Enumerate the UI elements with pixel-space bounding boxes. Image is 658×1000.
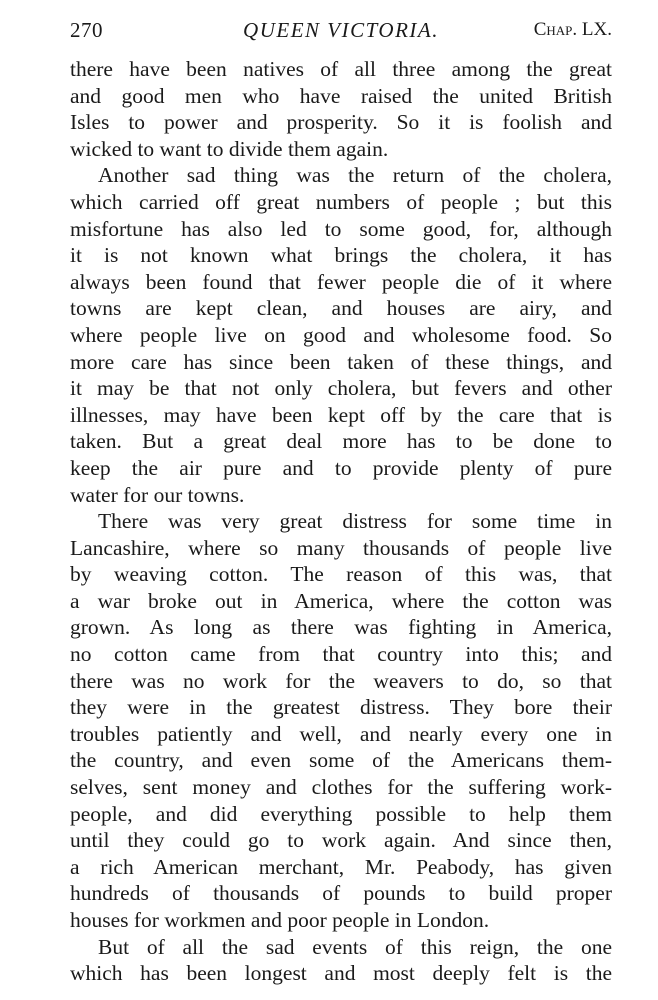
body-text <box>70 56 612 987</box>
text-line: there was no work for the weavers to do, so that <box>70 668 612 693</box>
chapter-label: Chap. LX. <box>533 19 612 40</box>
text-line: and good men who have raised the united British <box>70 83 612 108</box>
text-line: misfortune has also led to some good, for, although <box>70 216 612 241</box>
text-line: until they could go to work again. And since then, <box>70 828 612 853</box>
text-line: which carried off great numbers of people ; but this <box>70 189 612 214</box>
text-line: they were in the greatest distress. They bore their <box>70 695 612 720</box>
text-line: it may be that not only cholera, but fevers and other <box>70 376 612 401</box>
text-line: houses for workmen and poor people in London. <box>70 908 490 932</box>
text-line: a war broke out in America, where the cotton was <box>70 588 612 613</box>
text-line: troubles patiently and well, and nearly every one in <box>70 721 612 746</box>
text-line: taken. But a great deal more has to be done to <box>70 429 612 454</box>
text-line: always been found that fewer people die of it where <box>70 269 612 294</box>
text-line: no cotton came from that country into this; and <box>70 642 612 667</box>
text-line: There was very great distress for some time in <box>98 509 612 534</box>
text-line: by weaving cotton. The reason of this was, that <box>70 562 612 587</box>
text-line: But of all the sad events of this reign, the one <box>98 934 612 959</box>
running-head <box>70 14 612 46</box>
text-line: people, and did everything possible to help them <box>70 801 612 826</box>
text-line: which has been longest and most deeply felt is the <box>70 961 612 986</box>
text-line: grown. As long as there was fighting in America, <box>70 615 612 640</box>
text-line: selves, sent money and clothes for the suffering work- <box>70 775 612 800</box>
text-line: Isles to power and prosperity. So it is foolish and <box>70 110 612 135</box>
text-line: wicked to want to divide them again. <box>70 136 389 161</box>
text-line: keep the air pure and to provide plenty of pure <box>70 455 612 480</box>
text-line: more care has since been taken of these things, and <box>70 349 612 374</box>
text-line: a rich American merchant, Mr. Peabody, has given <box>70 854 612 879</box>
text-line: it is not known what brings the cholera, it has <box>70 243 612 268</box>
text-line: towns are kept clean, and houses are airy, and <box>70 296 612 321</box>
running-title: QUEEN VICTORIA. <box>243 18 439 42</box>
text-line: Lancashire, where so many thousands of people live <box>70 535 612 560</box>
page-number: 270 <box>70 18 103 42</box>
text-line: the country, and even some of the Americans them- <box>70 748 612 773</box>
text-line: there have been natives of all three among the great <box>70 57 612 81</box>
text-line: Another sad thing was the return of the cholera, <box>98 163 612 188</box>
text-line: where people live on good and wholesome food. So <box>70 322 612 347</box>
text-line: hundreds of thousands of pounds to build proper <box>70 881 612 906</box>
text-line: water for our towns. <box>70 482 245 507</box>
text-line: illnesses, may have been kept off by the care that is <box>70 402 612 427</box>
